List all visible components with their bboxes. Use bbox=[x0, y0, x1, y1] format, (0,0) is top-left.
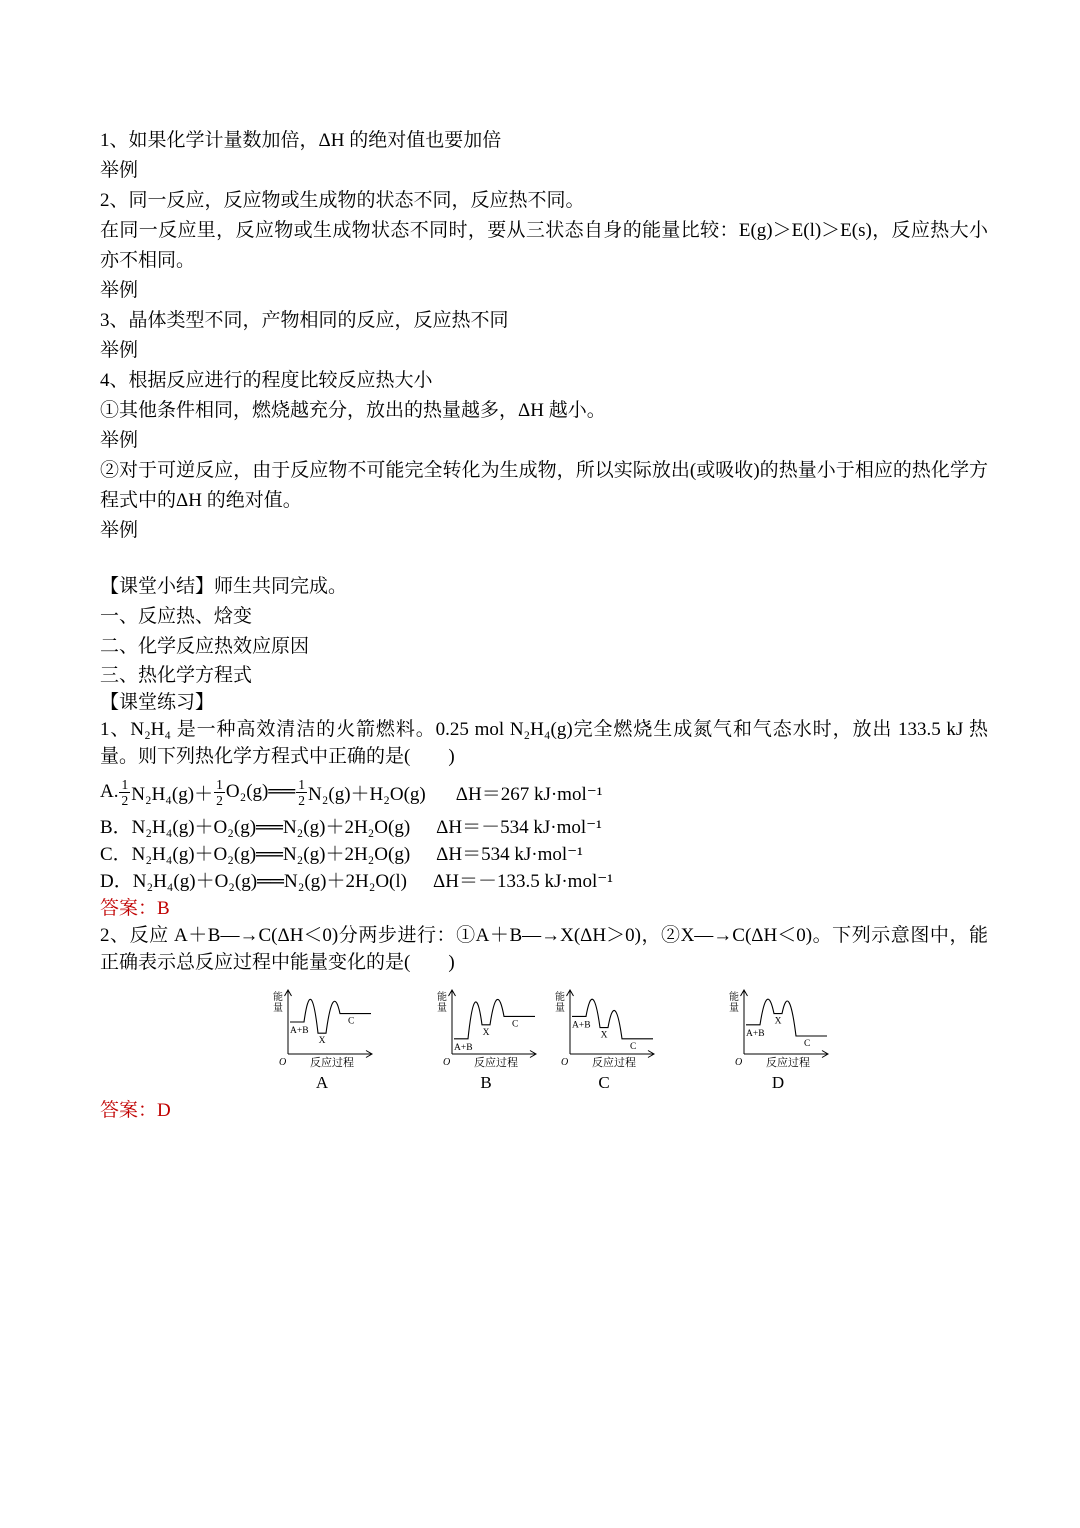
summary-title: 【课堂小结】师生共同完成。 bbox=[100, 576, 348, 597]
diagram-caption: B bbox=[480, 1073, 492, 1092]
energy-diagram-b bbox=[432, 984, 540, 1093]
equation-segment: N₂H₄(g)＋ bbox=[131, 783, 214, 805]
fraction-one-half: $\frac{1}{2}$ bbox=[298, 776, 306, 808]
rule-3: 3、晶体类型不同，产物相同的反应，反应热不同 bbox=[100, 310, 509, 331]
equation-segment: O₂(g)══ bbox=[225, 781, 296, 802]
x-axis-title: 反应过程 bbox=[310, 1057, 354, 1069]
enthalpy-value: ΔH＝534 kJ·mol⁻¹ bbox=[436, 844, 583, 865]
summary-item-1: 一、反应热、焓变 bbox=[100, 606, 253, 627]
rule-1: 1、如果化学计量数加倍，ΔH 的绝对值也要加倍 bbox=[100, 130, 502, 151]
equation: D．N₂H₄(g)＋O₂(g)══N₂(g)＋2H₂O(l) bbox=[100, 871, 407, 892]
product-label: C bbox=[630, 1041, 637, 1052]
energy-diagram-svg bbox=[724, 984, 832, 1072]
origin-label: O bbox=[279, 1057, 287, 1068]
y-axis-title: 量 bbox=[437, 1003, 447, 1014]
reactants-label: A+B bbox=[290, 1026, 309, 1036]
summary-item-2: 二、化学反应热效应原因 bbox=[100, 636, 310, 657]
q1-option-d bbox=[100, 868, 988, 895]
q1-stem: 1、N₂H₄ 是一种高效清洁的火箭燃料。0.25 mol N₂H₄(g)完全燃烧生成氮气和气态水时，放出 133.5 kJ 热量。则下列热化学方程式中正确的是( ) bbox=[100, 719, 988, 767]
energy-diagram-svg bbox=[268, 984, 376, 1072]
energy-diagram-c bbox=[550, 984, 658, 1093]
example-label: 举例 bbox=[100, 340, 139, 361]
x-axis-title: 反应过程 bbox=[766, 1057, 810, 1069]
product-label: C bbox=[348, 1016, 355, 1027]
origin-label: O bbox=[735, 1057, 743, 1068]
document-page bbox=[100, 126, 988, 1124]
y-axis-title: 能 bbox=[555, 992, 565, 1003]
q2-stem: 2、反应 A＋B—→C(ΔH＜0)分两步进行：①A＋B—→X(ΔH＞0)，②X—→C(ΔH＜0)。下列示意图中，能正确表示总反应过程中能量变化的是( ) bbox=[100, 925, 988, 973]
summary-item-3: 三、热化学方程式 bbox=[100, 665, 253, 686]
reactants-label: A+B bbox=[454, 1042, 473, 1053]
origin-label: O bbox=[443, 1057, 451, 1068]
example-label: 举例 bbox=[100, 430, 139, 451]
equation: C．N₂H₄(g)＋O₂(g)══N₂(g)＋2H₂O(g) bbox=[100, 844, 411, 865]
q1-option-c bbox=[100, 841, 988, 868]
reactants-label: A+B bbox=[572, 1020, 591, 1031]
rule-4-point-2: ②对于可逆反应，由于反应物不可能完全转化为生成物，所以实际放出(或吸收)的热量小于相应的热化学方程式中的ΔH 的绝对值。 bbox=[100, 460, 988, 511]
equation-segment: N₂(g)＋H₂O(g) bbox=[308, 783, 426, 805]
rule-4-point-1: ①其他条件相同，燃烧越充分，放出的热量越多，ΔH 越小。 bbox=[100, 400, 606, 421]
rule-4: 4、根据反应进行的程度比较反应热大小 bbox=[100, 370, 433, 391]
diagram-caption: C bbox=[598, 1073, 610, 1092]
y-axis-title: 量 bbox=[729, 1003, 739, 1014]
enthalpy-value: ΔH＝－133.5 kJ·mol⁻¹ bbox=[433, 871, 613, 892]
option-a-label: A. bbox=[100, 781, 119, 802]
enthalpy-value: ΔH＝267 kJ·mol⁻¹ bbox=[455, 783, 603, 805]
energy-diagrams-row bbox=[268, 984, 988, 1093]
y-axis-title: 能 bbox=[273, 992, 283, 1003]
q1-answer: 答案：B bbox=[100, 898, 170, 919]
intermediate-label: X bbox=[774, 1016, 782, 1027]
intermediate-label: X bbox=[482, 1027, 490, 1038]
rule-2-detail: 在同一反应里，反应物或生成物状态不同时，要从三状态自身的能量比较：E(g)＞E(l)＞E(s)，反应热大小亦不相同。 bbox=[100, 220, 988, 271]
energy-diagram-svg bbox=[550, 984, 658, 1072]
rule-2: 2、同一反应，反应物或生成物的状态不同，反应热不同。 bbox=[100, 190, 585, 211]
blank-line bbox=[100, 546, 988, 572]
energy-curve bbox=[454, 999, 535, 1038]
x-axis-title: 反应过程 bbox=[592, 1057, 636, 1069]
enthalpy-value: ΔH＝－534 kJ·mol⁻¹ bbox=[436, 817, 602, 838]
y-axis-title: 能 bbox=[729, 992, 739, 1003]
y-axis-title: 能 bbox=[437, 992, 447, 1003]
y-axis-title: 量 bbox=[273, 1003, 283, 1014]
product-label: C bbox=[804, 1039, 811, 1049]
equation: B．N₂H₄(g)＋O₂(g)══N₂(g)＋2H₂O(g) bbox=[100, 817, 411, 838]
fraction-one-half: $\frac{1}{2}$ bbox=[216, 776, 223, 808]
energy-diagram-a bbox=[268, 984, 376, 1093]
q2-answer: 答案：D bbox=[100, 1100, 171, 1121]
energy-diagram-svg bbox=[432, 984, 540, 1072]
example-label: 举例 bbox=[100, 280, 139, 301]
energy-curve bbox=[572, 999, 653, 1039]
fraction-one-half: $\frac{1}{2}$ bbox=[121, 776, 129, 808]
energy-diagram-d bbox=[724, 984, 832, 1093]
example-label: 举例 bbox=[100, 520, 139, 541]
intermediate-label: X bbox=[600, 1030, 608, 1041]
reactants-label: A+B bbox=[746, 1028, 765, 1039]
origin-label: O bbox=[561, 1057, 569, 1068]
x-axis-title: 反应过程 bbox=[474, 1057, 518, 1069]
example-label: 举例 bbox=[100, 160, 139, 181]
diagram-caption: D bbox=[771, 1073, 785, 1092]
intermediate-label: X bbox=[318, 1036, 326, 1047]
diagram-caption: A bbox=[315, 1073, 329, 1092]
product-label: C bbox=[512, 1019, 519, 1030]
q1-option-b bbox=[100, 814, 988, 841]
y-axis-title: 量 bbox=[555, 1003, 565, 1014]
practice-title: 【课堂练习】 bbox=[100, 692, 215, 713]
q1-option-a bbox=[100, 770, 988, 814]
